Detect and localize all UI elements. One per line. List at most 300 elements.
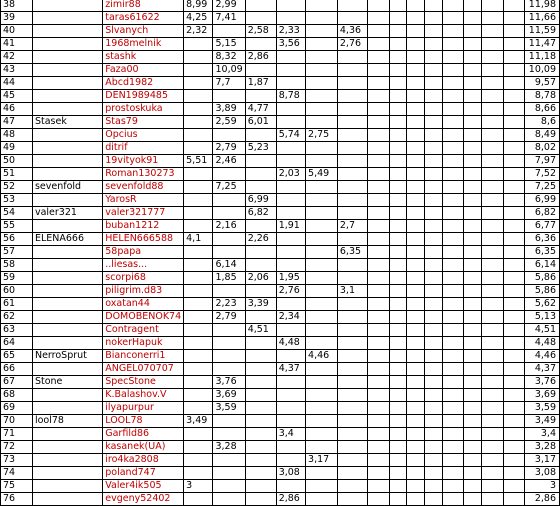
round-score-cell[interactable] bbox=[407, 77, 425, 90]
round-score-cell[interactable] bbox=[503, 51, 525, 64]
round-score-cell[interactable] bbox=[184, 51, 213, 64]
round-score-cell[interactable] bbox=[213, 25, 245, 38]
round-score-cell[interactable] bbox=[389, 311, 406, 324]
round-score-cell[interactable] bbox=[184, 194, 213, 207]
round-score-cell[interactable] bbox=[503, 25, 525, 38]
round-score-cell[interactable] bbox=[306, 389, 338, 402]
rank-cell[interactable]: 44 bbox=[1, 77, 33, 90]
round-score-cell[interactable] bbox=[503, 311, 525, 324]
round-score-cell[interactable] bbox=[407, 207, 425, 220]
round-score-cell[interactable] bbox=[481, 402, 503, 415]
round-score-cell[interactable] bbox=[213, 194, 245, 207]
team-cell[interactable] bbox=[32, 168, 102, 181]
round-score-cell[interactable] bbox=[503, 363, 525, 376]
round-score-cell[interactable] bbox=[407, 389, 425, 402]
round-score-cell[interactable] bbox=[407, 155, 425, 168]
team-cell[interactable]: sevenfold bbox=[32, 181, 102, 194]
round-score-cell[interactable] bbox=[407, 168, 425, 181]
round-score-cell[interactable]: 7,41 bbox=[213, 12, 245, 25]
round-score-cell[interactable] bbox=[442, 168, 464, 181]
round-score-cell[interactable] bbox=[407, 38, 425, 51]
total-score-cell[interactable]: 3,08 bbox=[525, 467, 560, 480]
round-score-cell[interactable] bbox=[337, 194, 367, 207]
round-score-cell[interactable] bbox=[306, 467, 338, 480]
round-score-cell[interactable] bbox=[389, 259, 406, 272]
round-score-cell[interactable] bbox=[442, 38, 464, 51]
total-score-cell[interactable]: 3,59 bbox=[525, 402, 560, 415]
round-score-cell[interactable] bbox=[503, 168, 525, 181]
round-score-cell[interactable] bbox=[306, 194, 338, 207]
round-score-cell[interactable] bbox=[389, 25, 406, 38]
round-score-cell[interactable] bbox=[368, 389, 390, 402]
rank-cell[interactable]: 75 bbox=[1, 480, 33, 493]
round-score-cell[interactable] bbox=[425, 246, 442, 259]
round-score-cell[interactable] bbox=[481, 441, 503, 454]
round-score-cell[interactable] bbox=[245, 64, 276, 77]
round-score-cell[interactable] bbox=[389, 298, 406, 311]
round-score-cell[interactable] bbox=[442, 0, 464, 12]
round-score-cell[interactable] bbox=[442, 129, 464, 142]
total-score-cell[interactable]: 3,76 bbox=[525, 376, 560, 389]
round-score-cell[interactable] bbox=[464, 220, 481, 233]
round-score-cell[interactable] bbox=[245, 259, 276, 272]
round-score-cell[interactable] bbox=[306, 311, 338, 324]
round-score-cell[interactable] bbox=[184, 285, 213, 298]
round-score-cell[interactable]: 3,89 bbox=[213, 103, 245, 116]
round-score-cell[interactable] bbox=[337, 272, 367, 285]
round-score-cell[interactable] bbox=[184, 324, 213, 337]
team-cell[interactable] bbox=[32, 142, 102, 155]
round-score-cell[interactable] bbox=[368, 233, 390, 246]
round-score-cell[interactable] bbox=[407, 181, 425, 194]
round-score-cell[interactable]: 5,15 bbox=[213, 38, 245, 51]
round-score-cell[interactable] bbox=[481, 467, 503, 480]
rank-cell[interactable]: 64 bbox=[1, 337, 33, 350]
round-score-cell[interactable] bbox=[306, 38, 338, 51]
round-score-cell[interactable] bbox=[337, 493, 367, 506]
total-score-cell[interactable]: 6,36 bbox=[525, 233, 560, 246]
player-name-cell[interactable]: kasanek(UA) bbox=[103, 441, 184, 454]
round-score-cell[interactable] bbox=[407, 25, 425, 38]
round-score-cell[interactable]: 4,1 bbox=[184, 233, 213, 246]
round-score-cell[interactable] bbox=[503, 493, 525, 506]
round-score-cell[interactable] bbox=[337, 168, 367, 181]
round-score-cell[interactable] bbox=[337, 103, 367, 116]
round-score-cell[interactable] bbox=[337, 129, 367, 142]
round-score-cell[interactable] bbox=[389, 77, 406, 90]
rank-cell[interactable]: 45 bbox=[1, 90, 33, 103]
round-score-cell[interactable]: 8,99 bbox=[184, 0, 213, 12]
round-score-cell[interactable]: 8,78 bbox=[276, 90, 305, 103]
team-cell[interactable] bbox=[32, 298, 102, 311]
round-score-cell[interactable] bbox=[306, 441, 338, 454]
team-cell[interactable] bbox=[32, 428, 102, 441]
team-cell[interactable]: ELENA666 bbox=[32, 233, 102, 246]
player-name-cell[interactable]: DOMOBENOK74 bbox=[103, 311, 184, 324]
round-score-cell[interactable] bbox=[407, 337, 425, 350]
round-score-cell[interactable] bbox=[276, 155, 305, 168]
round-score-cell[interactable] bbox=[481, 324, 503, 337]
round-score-cell[interactable] bbox=[368, 402, 390, 415]
round-score-cell[interactable]: 7,25 bbox=[213, 181, 245, 194]
round-score-cell[interactable] bbox=[245, 428, 276, 441]
team-cell[interactable] bbox=[32, 285, 102, 298]
round-score-cell[interactable] bbox=[425, 207, 442, 220]
round-score-cell[interactable] bbox=[276, 77, 305, 90]
total-score-cell[interactable]: 6,77 bbox=[525, 220, 560, 233]
round-score-cell[interactable] bbox=[184, 376, 213, 389]
round-score-cell[interactable] bbox=[464, 181, 481, 194]
round-score-cell[interactable] bbox=[337, 207, 367, 220]
team-cell[interactable]: Stone bbox=[32, 376, 102, 389]
round-score-cell[interactable] bbox=[503, 428, 525, 441]
round-score-cell[interactable] bbox=[407, 298, 425, 311]
round-score-cell[interactable] bbox=[481, 311, 503, 324]
round-score-cell[interactable] bbox=[306, 90, 338, 103]
round-score-cell[interactable] bbox=[337, 363, 367, 376]
round-score-cell[interactable] bbox=[407, 220, 425, 233]
round-score-cell[interactable] bbox=[368, 116, 390, 129]
round-score-cell[interactable] bbox=[337, 441, 367, 454]
rank-cell[interactable]: 47 bbox=[1, 116, 33, 129]
round-score-cell[interactable] bbox=[425, 129, 442, 142]
round-score-cell[interactable] bbox=[368, 415, 390, 428]
round-score-cell[interactable] bbox=[184, 246, 213, 259]
round-score-cell[interactable] bbox=[503, 0, 525, 12]
team-cell[interactable] bbox=[32, 0, 102, 12]
round-score-cell[interactable] bbox=[276, 415, 305, 428]
round-score-cell[interactable] bbox=[425, 103, 442, 116]
total-score-cell[interactable]: 6,99 bbox=[525, 194, 560, 207]
round-score-cell[interactable] bbox=[481, 25, 503, 38]
round-score-cell[interactable] bbox=[481, 116, 503, 129]
round-score-cell[interactable] bbox=[503, 142, 525, 155]
round-score-cell[interactable] bbox=[464, 77, 481, 90]
rank-cell[interactable]: 43 bbox=[1, 64, 33, 77]
team-cell[interactable] bbox=[32, 311, 102, 324]
round-score-cell[interactable] bbox=[306, 402, 338, 415]
total-score-cell[interactable]: 8,49 bbox=[525, 129, 560, 142]
round-score-cell[interactable] bbox=[245, 337, 276, 350]
round-score-cell[interactable] bbox=[425, 51, 442, 64]
round-score-cell[interactable] bbox=[245, 246, 276, 259]
round-score-cell[interactable] bbox=[464, 415, 481, 428]
round-score-cell[interactable] bbox=[368, 337, 390, 350]
round-score-cell[interactable] bbox=[464, 337, 481, 350]
round-score-cell[interactable] bbox=[407, 259, 425, 272]
round-score-cell[interactable]: 3,28 bbox=[213, 441, 245, 454]
round-score-cell[interactable] bbox=[425, 77, 442, 90]
total-score-cell[interactable]: 9,57 bbox=[525, 77, 560, 90]
round-score-cell[interactable]: 3,08 bbox=[276, 467, 305, 480]
round-score-cell[interactable] bbox=[306, 428, 338, 441]
round-score-cell[interactable] bbox=[481, 129, 503, 142]
round-score-cell[interactable] bbox=[425, 467, 442, 480]
round-score-cell[interactable] bbox=[245, 454, 276, 467]
player-name-cell[interactable]: buban1212 bbox=[103, 220, 184, 233]
player-name-cell[interactable]: Abcd1982 bbox=[103, 77, 184, 90]
total-score-cell[interactable]: 8,66 bbox=[525, 103, 560, 116]
round-score-cell[interactable]: 2,75 bbox=[306, 129, 338, 142]
round-score-cell[interactable] bbox=[442, 194, 464, 207]
round-score-cell[interactable] bbox=[306, 233, 338, 246]
rank-cell[interactable]: 71 bbox=[1, 428, 33, 441]
round-score-cell[interactable] bbox=[481, 285, 503, 298]
round-score-cell[interactable] bbox=[442, 181, 464, 194]
team-cell[interactable] bbox=[32, 272, 102, 285]
round-score-cell[interactable] bbox=[276, 376, 305, 389]
rank-cell[interactable]: 63 bbox=[1, 324, 33, 337]
player-name-cell[interactable]: taras61622 bbox=[103, 12, 184, 25]
round-score-cell[interactable] bbox=[481, 415, 503, 428]
round-score-cell[interactable] bbox=[368, 350, 390, 363]
round-score-cell[interactable] bbox=[442, 493, 464, 506]
round-score-cell[interactable] bbox=[481, 194, 503, 207]
total-score-cell[interactable]: 8,02 bbox=[525, 142, 560, 155]
round-score-cell[interactable] bbox=[425, 298, 442, 311]
round-score-cell[interactable] bbox=[184, 259, 213, 272]
round-score-cell[interactable]: 10,09 bbox=[213, 64, 245, 77]
round-score-cell[interactable] bbox=[464, 363, 481, 376]
round-score-cell[interactable]: 4,36 bbox=[337, 25, 367, 38]
round-score-cell[interactable] bbox=[368, 38, 390, 51]
round-score-cell[interactable] bbox=[184, 428, 213, 441]
round-score-cell[interactable] bbox=[464, 376, 481, 389]
round-score-cell[interactable] bbox=[184, 90, 213, 103]
round-score-cell[interactable] bbox=[213, 129, 245, 142]
round-score-cell[interactable] bbox=[464, 51, 481, 64]
round-score-cell[interactable] bbox=[245, 415, 276, 428]
round-score-cell[interactable] bbox=[337, 428, 367, 441]
round-score-cell[interactable]: 2,03 bbox=[276, 168, 305, 181]
rank-cell[interactable]: 42 bbox=[1, 51, 33, 64]
round-score-cell[interactable]: 4,51 bbox=[245, 324, 276, 337]
rank-cell[interactable]: 67 bbox=[1, 376, 33, 389]
round-score-cell[interactable] bbox=[442, 467, 464, 480]
round-score-cell[interactable] bbox=[481, 376, 503, 389]
round-score-cell[interactable] bbox=[407, 376, 425, 389]
round-score-cell[interactable] bbox=[306, 103, 338, 116]
round-score-cell[interactable] bbox=[337, 51, 367, 64]
round-score-cell[interactable]: 2,26 bbox=[245, 233, 276, 246]
round-score-cell[interactable] bbox=[481, 38, 503, 51]
round-score-cell[interactable] bbox=[368, 428, 390, 441]
round-score-cell[interactable] bbox=[481, 168, 503, 181]
round-score-cell[interactable] bbox=[425, 259, 442, 272]
round-score-cell[interactable] bbox=[245, 220, 276, 233]
team-cell[interactable] bbox=[32, 194, 102, 207]
round-score-cell[interactable] bbox=[442, 480, 464, 493]
round-score-cell[interactable] bbox=[337, 0, 367, 12]
round-score-cell[interactable] bbox=[213, 324, 245, 337]
total-score-cell[interactable]: 3,4 bbox=[525, 428, 560, 441]
team-cell[interactable]: lool78 bbox=[32, 415, 102, 428]
round-score-cell[interactable] bbox=[464, 194, 481, 207]
round-score-cell[interactable]: 4,77 bbox=[245, 103, 276, 116]
total-score-cell[interactable]: 6,35 bbox=[525, 246, 560, 259]
team-cell[interactable] bbox=[32, 493, 102, 506]
round-score-cell[interactable] bbox=[407, 129, 425, 142]
rank-cell[interactable]: 38 bbox=[1, 0, 33, 12]
round-score-cell[interactable] bbox=[368, 155, 390, 168]
round-score-cell[interactable] bbox=[481, 350, 503, 363]
round-score-cell[interactable] bbox=[337, 337, 367, 350]
round-score-cell[interactable] bbox=[389, 168, 406, 181]
total-score-cell[interactable]: 11,18 bbox=[525, 51, 560, 64]
round-score-cell[interactable] bbox=[368, 207, 390, 220]
round-score-cell[interactable] bbox=[368, 493, 390, 506]
round-score-cell[interactable] bbox=[368, 324, 390, 337]
round-score-cell[interactable] bbox=[337, 233, 367, 246]
round-score-cell[interactable] bbox=[245, 350, 276, 363]
round-score-cell[interactable] bbox=[464, 350, 481, 363]
round-score-cell[interactable] bbox=[503, 64, 525, 77]
player-name-cell[interactable]: ..liesas... bbox=[103, 259, 184, 272]
player-name-cell[interactable]: HELEN666588 bbox=[103, 233, 184, 246]
round-score-cell[interactable] bbox=[389, 103, 406, 116]
round-score-cell[interactable] bbox=[442, 376, 464, 389]
round-score-cell[interactable]: 1,95 bbox=[276, 272, 305, 285]
round-score-cell[interactable] bbox=[306, 493, 338, 506]
player-name-cell[interactable]: SpecStone bbox=[103, 376, 184, 389]
player-name-cell[interactable]: LOOL78 bbox=[103, 415, 184, 428]
round-score-cell[interactable] bbox=[245, 12, 276, 25]
rank-cell[interactable]: 69 bbox=[1, 402, 33, 415]
round-score-cell[interactable] bbox=[407, 428, 425, 441]
round-score-cell[interactable] bbox=[368, 298, 390, 311]
round-score-cell[interactable]: 2,7 bbox=[337, 220, 367, 233]
round-score-cell[interactable] bbox=[337, 298, 367, 311]
rank-cell[interactable]: 39 bbox=[1, 12, 33, 25]
round-score-cell[interactable] bbox=[306, 181, 338, 194]
round-score-cell[interactable] bbox=[389, 324, 406, 337]
round-score-cell[interactable] bbox=[276, 0, 305, 12]
round-score-cell[interactable] bbox=[184, 64, 213, 77]
round-score-cell[interactable] bbox=[503, 402, 525, 415]
round-score-cell[interactable] bbox=[306, 415, 338, 428]
round-score-cell[interactable] bbox=[337, 12, 367, 25]
player-name-cell[interactable]: Garfild86 bbox=[103, 428, 184, 441]
rank-cell[interactable]: 50 bbox=[1, 155, 33, 168]
round-score-cell[interactable] bbox=[184, 389, 213, 402]
round-score-cell[interactable] bbox=[184, 77, 213, 90]
round-score-cell[interactable] bbox=[184, 350, 213, 363]
round-score-cell[interactable] bbox=[503, 259, 525, 272]
round-score-cell[interactable] bbox=[184, 129, 213, 142]
round-score-cell[interactable] bbox=[368, 311, 390, 324]
round-score-cell[interactable] bbox=[442, 285, 464, 298]
round-score-cell[interactable] bbox=[389, 207, 406, 220]
round-score-cell[interactable]: 8,32 bbox=[213, 51, 245, 64]
round-score-cell[interactable] bbox=[442, 207, 464, 220]
total-score-cell[interactable]: 10,09 bbox=[525, 64, 560, 77]
round-score-cell[interactable] bbox=[306, 259, 338, 272]
rank-cell[interactable]: 72 bbox=[1, 441, 33, 454]
round-score-cell[interactable] bbox=[425, 324, 442, 337]
round-score-cell[interactable] bbox=[407, 51, 425, 64]
rank-cell[interactable]: 41 bbox=[1, 38, 33, 51]
round-score-cell[interactable]: 1,87 bbox=[245, 77, 276, 90]
total-score-cell[interactable]: 4,37 bbox=[525, 363, 560, 376]
round-score-cell[interactable] bbox=[184, 467, 213, 480]
round-score-cell[interactable] bbox=[425, 376, 442, 389]
rank-cell[interactable]: 76 bbox=[1, 493, 33, 506]
round-score-cell[interactable] bbox=[442, 12, 464, 25]
round-score-cell[interactable] bbox=[368, 181, 390, 194]
team-cell[interactable] bbox=[32, 64, 102, 77]
round-score-cell[interactable] bbox=[407, 415, 425, 428]
round-score-cell[interactable] bbox=[464, 493, 481, 506]
round-score-cell[interactable] bbox=[425, 363, 442, 376]
round-score-cell[interactable] bbox=[276, 324, 305, 337]
round-score-cell[interactable] bbox=[481, 12, 503, 25]
round-score-cell[interactable] bbox=[425, 233, 442, 246]
round-score-cell[interactable] bbox=[213, 363, 245, 376]
team-cell[interactable] bbox=[32, 441, 102, 454]
round-score-cell[interactable] bbox=[389, 90, 406, 103]
round-score-cell[interactable] bbox=[306, 272, 338, 285]
round-score-cell[interactable] bbox=[464, 480, 481, 493]
round-score-cell[interactable] bbox=[503, 246, 525, 259]
round-score-cell[interactable] bbox=[389, 129, 406, 142]
total-score-cell[interactable]: 3,28 bbox=[525, 441, 560, 454]
round-score-cell[interactable] bbox=[389, 0, 406, 12]
round-score-cell[interactable] bbox=[442, 25, 464, 38]
round-score-cell[interactable] bbox=[276, 298, 305, 311]
round-score-cell[interactable]: 6,14 bbox=[213, 259, 245, 272]
round-score-cell[interactable] bbox=[213, 467, 245, 480]
round-score-cell[interactable] bbox=[389, 415, 406, 428]
round-score-cell[interactable] bbox=[503, 467, 525, 480]
total-score-cell[interactable]: 11,59 bbox=[525, 25, 560, 38]
round-score-cell[interactable] bbox=[481, 181, 503, 194]
round-score-cell[interactable] bbox=[481, 0, 503, 12]
round-score-cell[interactable] bbox=[389, 155, 406, 168]
rank-cell[interactable]: 54 bbox=[1, 207, 33, 220]
round-score-cell[interactable] bbox=[503, 155, 525, 168]
player-name-cell[interactable]: Slvanych bbox=[103, 25, 184, 38]
round-score-cell[interactable] bbox=[464, 467, 481, 480]
round-score-cell[interactable] bbox=[481, 363, 503, 376]
round-score-cell[interactable] bbox=[425, 142, 442, 155]
total-score-cell[interactable]: 5,86 bbox=[525, 285, 560, 298]
round-score-cell[interactable] bbox=[184, 337, 213, 350]
team-cell[interactable] bbox=[32, 90, 102, 103]
round-score-cell[interactable] bbox=[407, 194, 425, 207]
round-score-cell[interactable] bbox=[464, 129, 481, 142]
round-score-cell[interactable] bbox=[389, 285, 406, 298]
team-cell[interactable] bbox=[32, 480, 102, 493]
round-score-cell[interactable] bbox=[407, 142, 425, 155]
round-score-cell[interactable] bbox=[481, 480, 503, 493]
round-score-cell[interactable] bbox=[425, 116, 442, 129]
round-score-cell[interactable] bbox=[407, 480, 425, 493]
round-score-cell[interactable] bbox=[464, 285, 481, 298]
round-score-cell[interactable] bbox=[481, 259, 503, 272]
round-score-cell[interactable] bbox=[407, 0, 425, 12]
player-name-cell[interactable]: Contragent bbox=[103, 324, 184, 337]
round-score-cell[interactable]: 2,79 bbox=[213, 142, 245, 155]
round-score-cell[interactable] bbox=[213, 246, 245, 259]
round-score-cell[interactable] bbox=[306, 207, 338, 220]
round-score-cell[interactable] bbox=[337, 480, 367, 493]
team-cell[interactable] bbox=[32, 129, 102, 142]
rank-cell[interactable]: 53 bbox=[1, 194, 33, 207]
round-score-cell[interactable] bbox=[213, 90, 245, 103]
rank-cell[interactable]: 70 bbox=[1, 415, 33, 428]
round-score-cell[interactable] bbox=[306, 142, 338, 155]
round-score-cell[interactable] bbox=[425, 168, 442, 181]
